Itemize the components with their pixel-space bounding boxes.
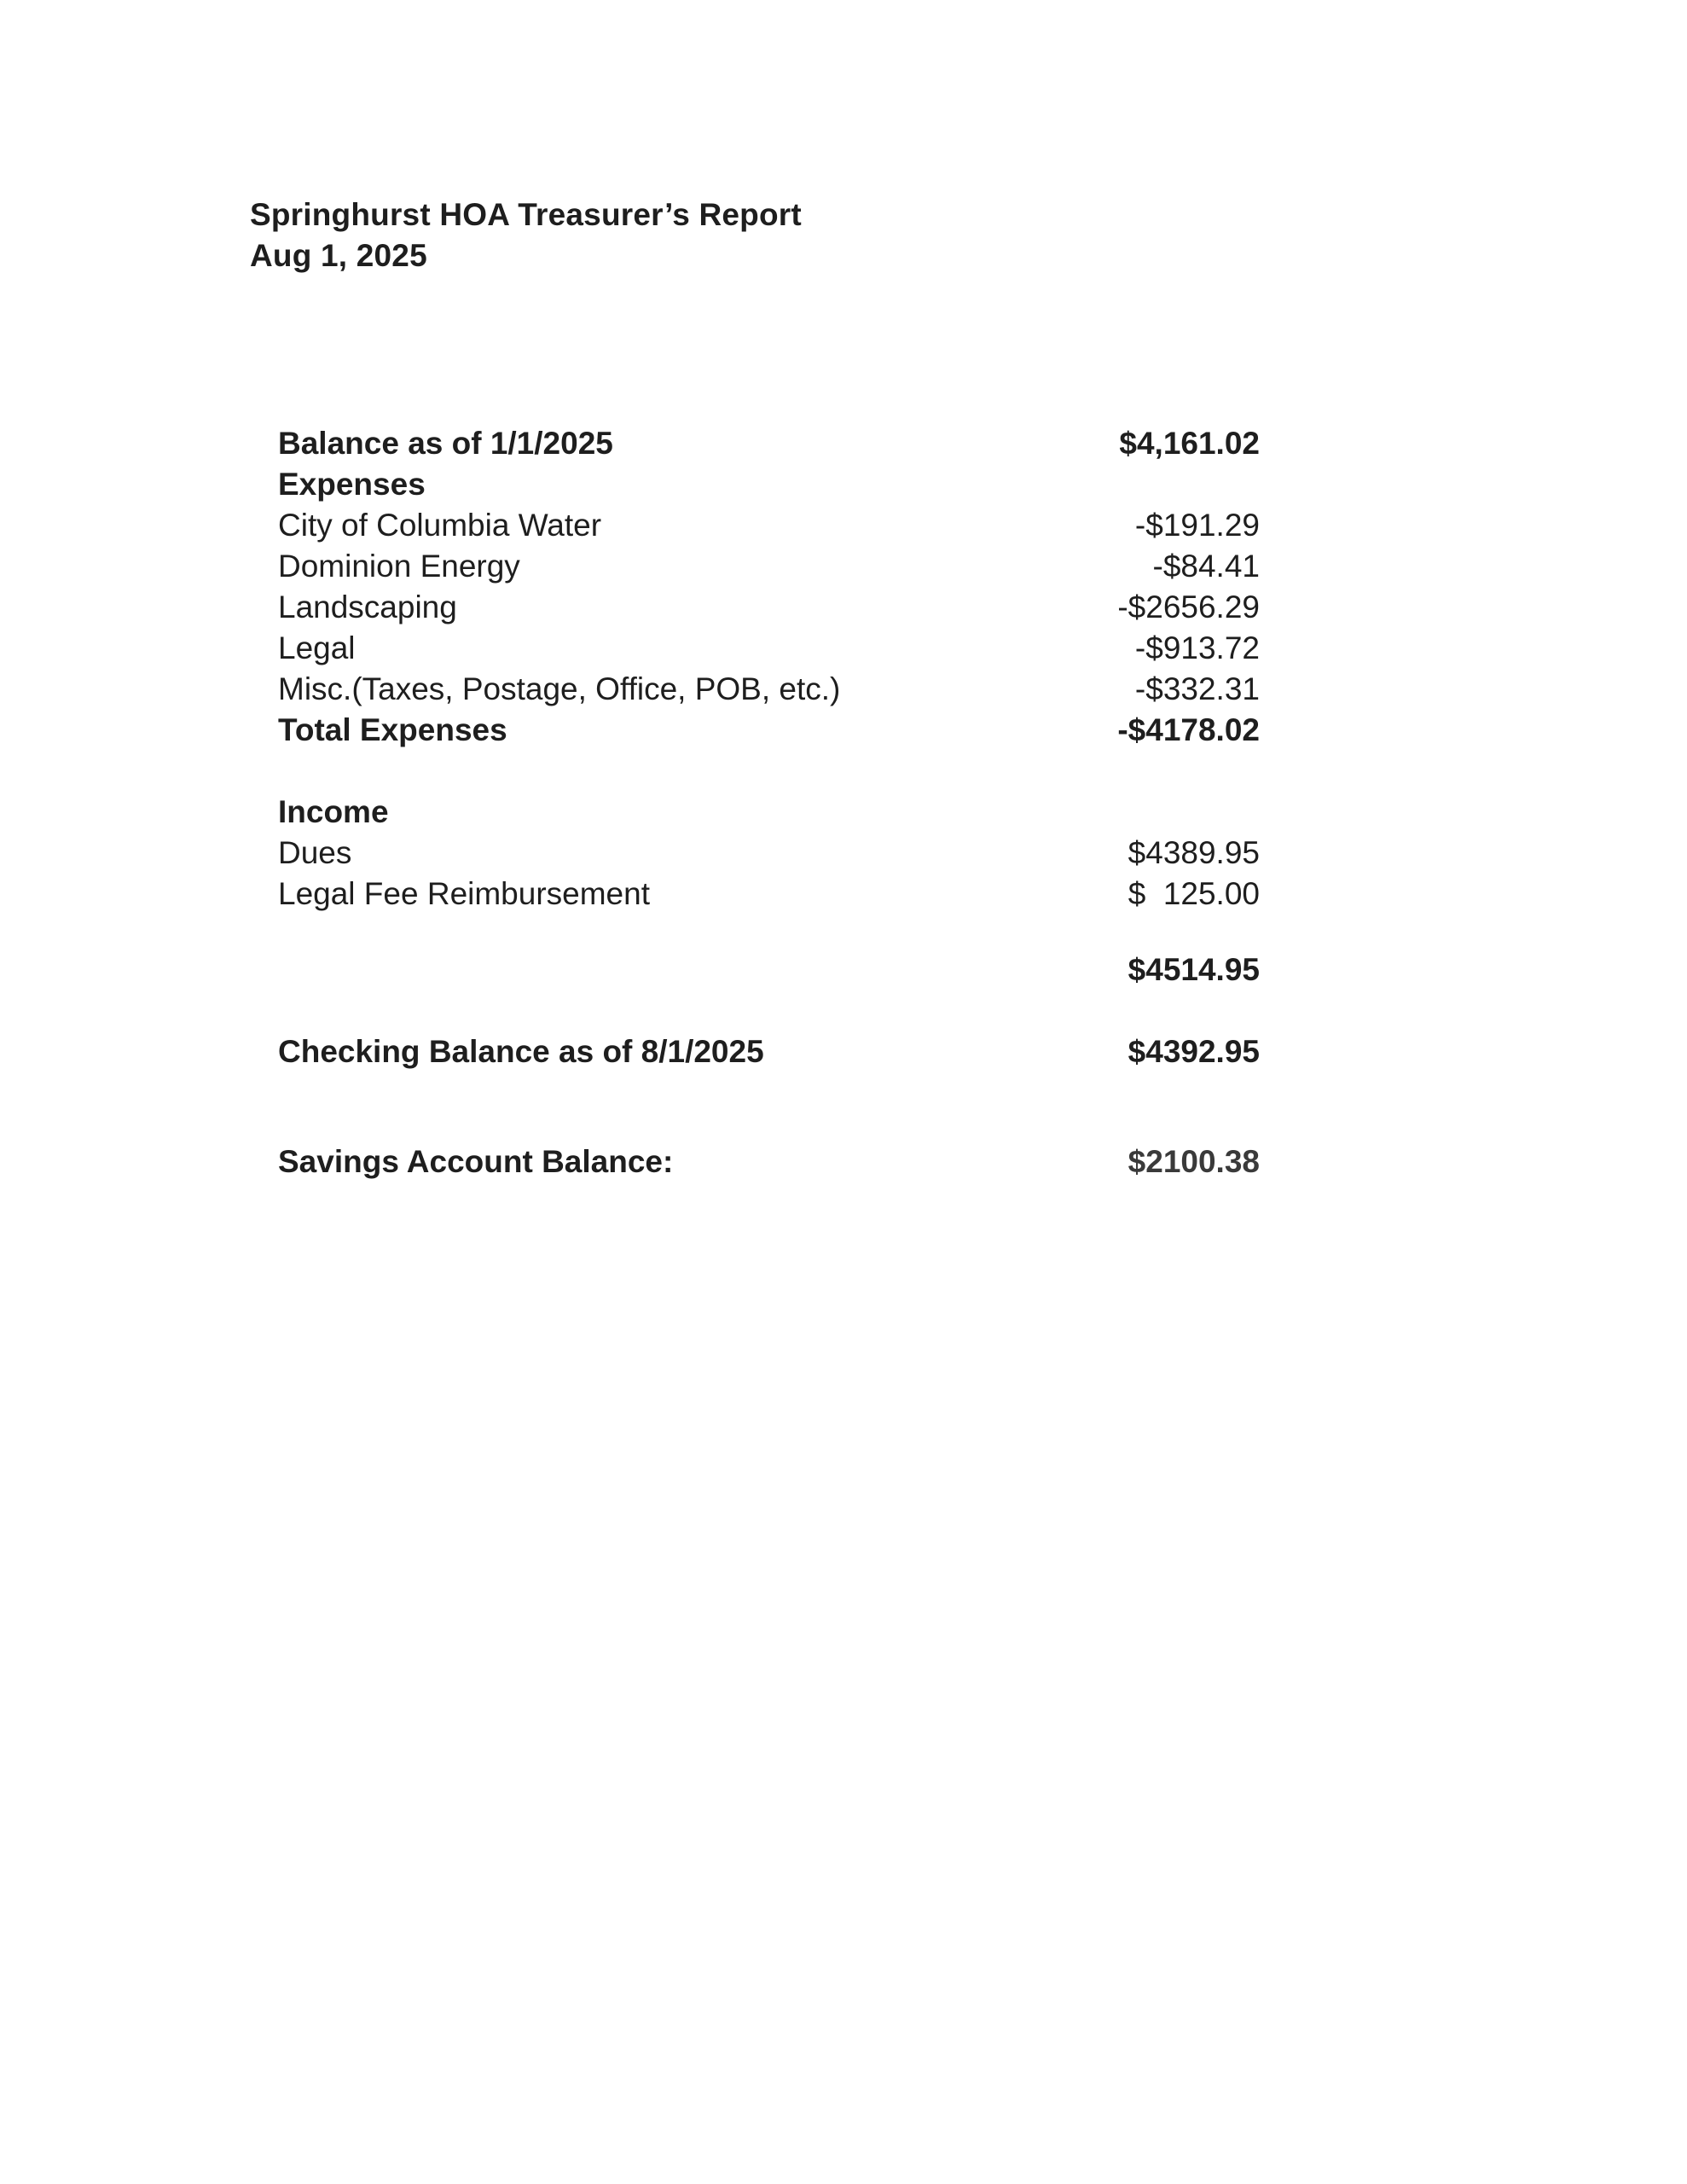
ledger-row [278,874,1260,915]
line-amount: $4389.95 [1128,835,1260,870]
line-amount: $4,161.02 [1119,426,1260,461]
line-amount: $4392.95 [1128,1034,1260,1069]
line-amount: $4514.95 [1128,952,1260,987]
ledger-section [278,423,1260,751]
report-ledger [278,423,1260,1182]
report-title-line1: Springhurst HOA Treasurer’s Report [250,197,802,232]
ledger-section [278,792,1260,915]
line-label: Income [278,794,389,829]
line-label: Expenses [278,467,426,502]
ledger-row [278,950,1260,990]
ledger-section [278,950,1260,990]
ledger-row [278,546,1260,587]
line-amount: -$84.41 [1152,549,1260,584]
line-label: Dues [278,835,352,870]
ledger-row [278,423,1260,464]
line-label: Misc.(Taxes, Postage, Office, POB, etc.) [278,671,841,706]
ledger-row [278,1141,1260,1182]
ledger-row [278,505,1260,546]
line-amount: -$2656.29 [1117,590,1260,624]
line-amount: $ 125.00 [1128,876,1260,911]
line-amount: -$332.31 [1134,671,1260,706]
ledger-row [278,464,1260,505]
line-label: Checking Balance as of 8/1/2025 [278,1034,764,1069]
line-label: Dominion Energy [278,549,520,584]
line-amount: -$191.29 [1134,508,1260,543]
ledger-row [278,628,1260,669]
line-label: City of Columbia Water [278,508,602,543]
line-label: Balance as of 1/1/2025 [278,426,613,461]
line-amount: -$913.72 [1134,630,1260,665]
ledger-row [278,587,1260,628]
line-label: Legal [278,630,356,665]
ledger-row [278,833,1260,874]
ledger-row [278,669,1260,710]
ledger-row [278,710,1260,751]
ledger-section [278,1141,1260,1182]
line-label: Landscaping [278,590,457,624]
report-title-line2: Aug 1, 2025 [250,238,427,273]
line-label: Total Expenses [278,712,507,747]
ledger-row [278,792,1260,833]
ledger-row [278,1031,1260,1072]
ledger-section [278,1031,1260,1072]
line-amount: -$4178.02 [1117,712,1260,747]
line-label: Legal Fee Reimbursement [278,876,650,911]
line-amount: $2100.38 [1128,1144,1260,1179]
report-title [250,195,802,276]
line-label: Savings Account Balance: [278,1144,674,1179]
